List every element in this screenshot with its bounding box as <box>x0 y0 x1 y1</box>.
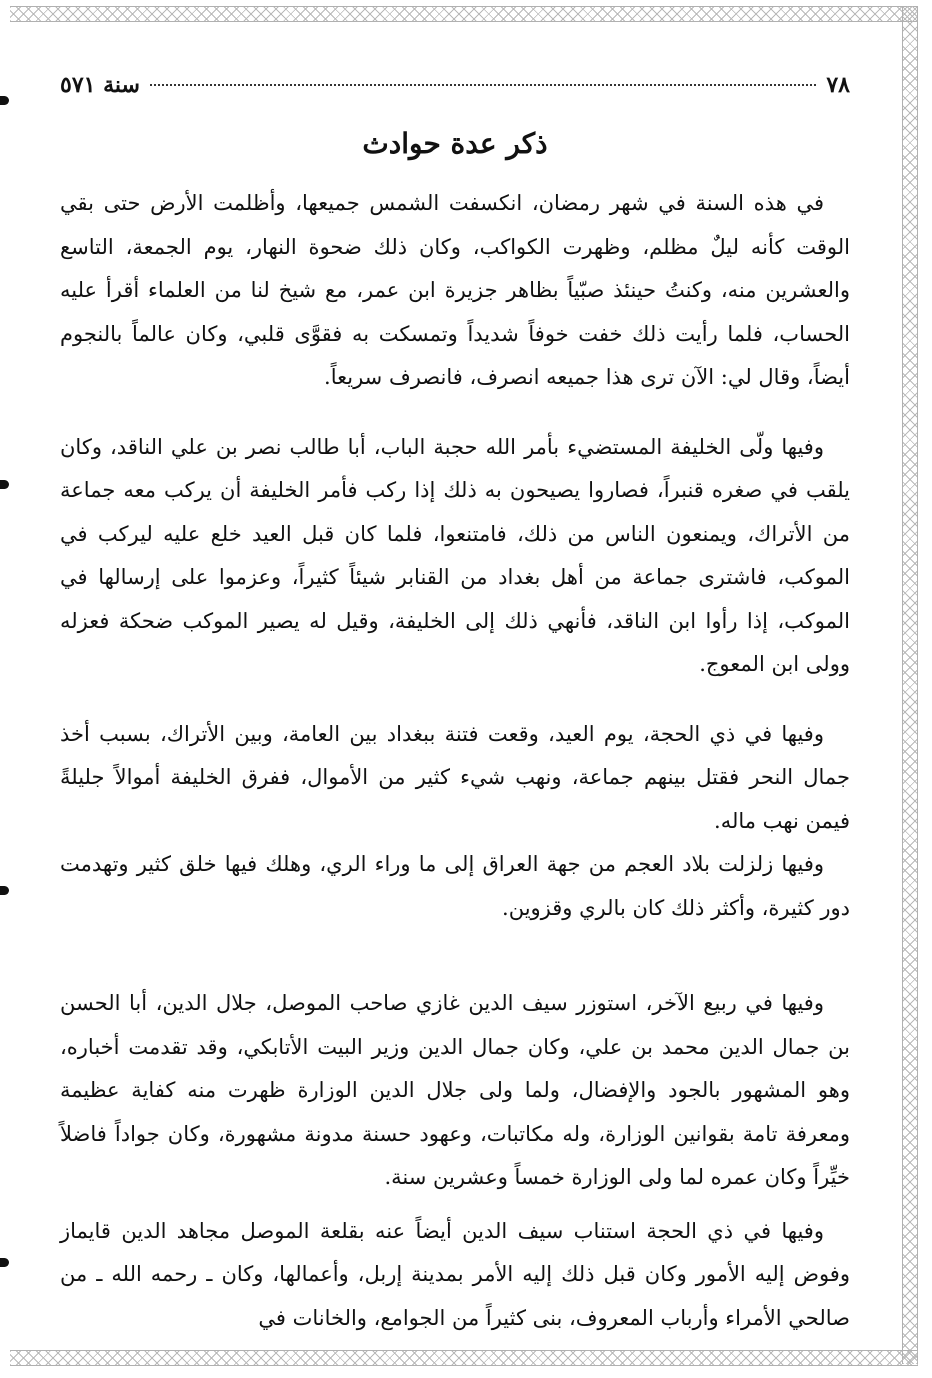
section-title: ذكر عدة حوادث <box>362 127 548 160</box>
paragraph-chamberlain: وفيها ولّى الخليفة المستضيء بأمر الله حجبة الباب، أبا طالب نصر بن علي الناقد، وكان يلقب في صغره قنبراً، فصاروا يصيحون به ذلك إذا ركب فأمر الخليفة أن يركب معه جماعة من الأتراك، ويمنعون الناس من ذلك، فامتنعوا، فلما كان قبل العيد خلع عليه ليركب في الموكب، فاشترى جماعة من أهل بغداد من القنابر شيئاً كثيراً، وعزموا على إرسالها في الموكب، إذا رأوا ابن الناقد، فأنهي ذلك إلى الخليفة، وقيل له يصير الموكب ضحكة فعزله وولى ابن المعوج. <box>60 434 850 676</box>
binding-mark <box>0 96 9 105</box>
binding-mark <box>0 1258 9 1267</box>
running-header <box>60 72 850 106</box>
paragraph-baghdad-strife: وفيها في ذي الحجة، يوم العيد، وقعت فتنة ببغداد بين العامة، وبين الأتراك، بسبب أخذ جمال النحر فقتل بينهم جماعة، ونهب شيء كثير من الأموال، ففرق الخليفة أموالاً جليلةً فيمن نهب ماله. <box>60 721 850 833</box>
decorative-border-top <box>10 6 918 22</box>
paragraph-eclipse: في هذه السنة في شهر رمضان، انكسفت الشمس جميعها، وأظلمت الأرض حتى بقي الوقت كأنه ليلٌ مظلم، وظهرت الكواكب، وكان ذلك ضحوة النهار، يوم الجمعة، التاسع والعشرين منه، وكنتُ حينئذ صبّياً بظاهر جزيرة ابن عمر، مع شيخ لنا من العلماء أقرأ عليه الحساب، فلما رأيت ذلك خفت خوفاً شديداً وتمسكت به فقوَّى قلبي، وكان عالماً بالنجوم أيضاً، وقال لي: الآن ترى هذا جميعه انصرف، فانصرف سريعاً. <box>60 191 850 389</box>
book-page <box>60 72 850 1340</box>
paragraph-earthquake: وفيها زلزلت بلاد العجم من جهة العراق إلى ما وراء الري، وهلك فيها خلق كثير وتهدمت دور كثيرة، وأكثر ذلك كان بالري وقزوين. <box>60 852 850 920</box>
year-label: سنة ٥٧١ <box>60 72 140 98</box>
binding-mark <box>0 480 9 489</box>
page-number: ٧٨ <box>826 72 850 98</box>
paragraph-vizier: وفيها في ربيع الآخر، استوزر سيف الدين غازي صاحب الموصل، جلال الدين، أبا الحسن بن جمال الدين محمد بن علي، وكان جمال الدين وزير البيت الأتابكي، وقد تقدمت أخباره، وهو المشهور بالجود والإفضال، ولما ولى جلال الدين الوزارة ظهرت منه كفاية عظيمة ومعرفة تامة بقوانين الوزارة، وله مكاتبات، وعهود حسنة مدونة مشهورة، وكان جواداً فاضلاً خيِّراً وكان عمره لما ولى الوزارة خمساً وعشرين سنة. <box>60 991 850 1189</box>
decorative-border-bottom <box>10 1350 918 1366</box>
paragraph-mujahid-al-din: وفيها في ذي الحجة استناب سيف الدين أيضاً عنه بقلعة الموصل مجاهد الدين قايماز وفوض إليه الأمور وكان قبل ذلك إليه الأمر بمدينة إربل، وأعمالها، وكان ـ رحمه الله ـ من صالحي الأمراء وأرباب المعروف، بنى كثيراً من الجوامع، والخانات في <box>60 1218 850 1330</box>
decorative-border-right <box>902 6 918 1364</box>
header-dotted-leader <box>150 84 816 86</box>
binding-mark <box>0 886 9 895</box>
